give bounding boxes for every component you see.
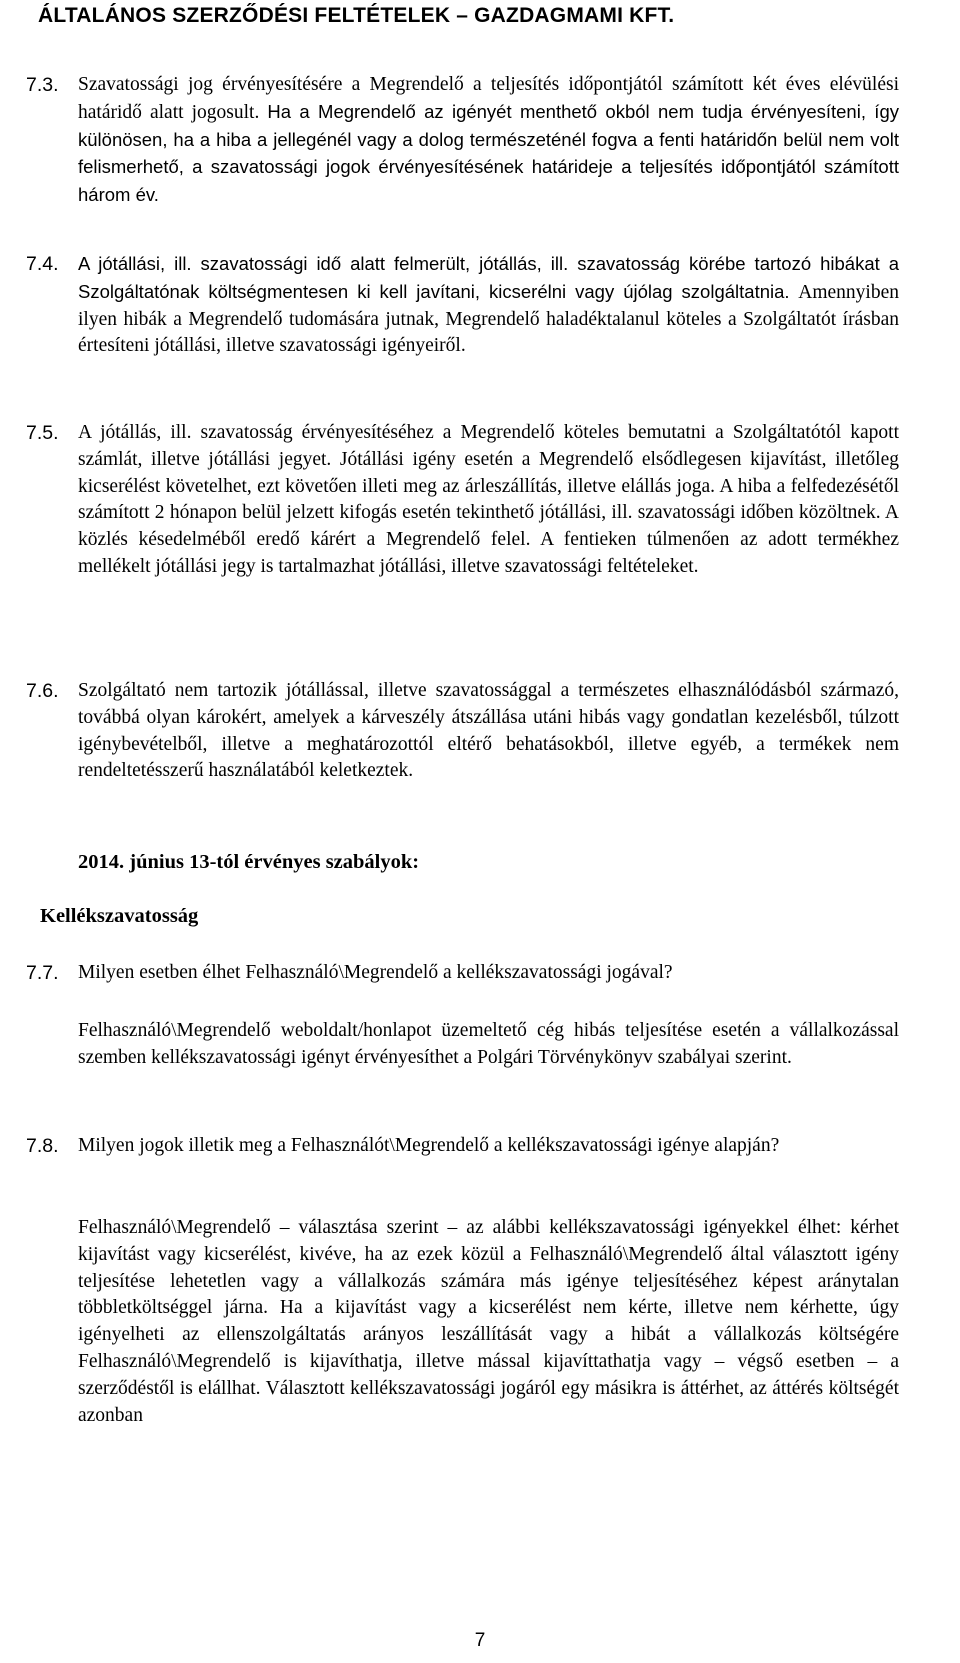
section-number: 7.8.	[26, 1135, 59, 1157]
section-answer: Felhasználó\Megrendelő – választása szerint – az alábbi kellékszavatossági igényekkel élhet: kérhet kijavítást vagy kicserélést, kivéve, ha az ezek közül a Felhasználó\Megrendelő által választott igény teljesítése lehetetlen vagy a vállalkozás számára más igénye teljesítéséhez képest aránytalan többletköltséggel járna. Ha a kijavítást vagy a kicserélést nem kérte, illetve nem kérhette, úgy igényelheti az ellenszolgáltatás arányos leszállítását vagy a hibát a vállalkozás költségére Felhasználó\Megrendelő is kijavíthatja, illetve mással kijavíttathatja vagy – végső esetben – a szerződéstől is elállhat. Választott kellékszavatossági jogáról egy másikra is áttérhet, az áttérés költségét azonban	[78, 1217, 899, 1426]
section-text: Szolgáltató nem tartozik jótállással, illetve szavatossággal a természetes elhasználódásból származó, továbbá olyan károkért, amelyek a kárveszély átszállása utáni hibás vagy gondatlan kezelésből, túlzott igénybevételből, illetve a meghatározottól eltérő behatásokból, illetve egyéb, a termékek nem rendeltetésszerű használatából keletkeztek.	[78, 680, 899, 782]
kellekszavatossag-heading: Kellékszavatosság	[40, 905, 199, 927]
section-number: 7.6.	[26, 680, 59, 702]
section-text: A jótállás, ill. szavatosság érvényesítéséhez a Megrendelő köteles bemutatni a Szolgáltatótól kapott számlát, illetve jótállási jegyet. Jótállási igény esetén a Megrendelő elsődlegesen kijavítást, illetőleg kicserélést követelhet, ezt követően illeti meg az árleszállítás, illetve elállás joga. A hiba a felfedezésétől számított 2 hónapon belül jelzett kifogás esetén tekinthető jótállási, ill. szavatossági időben közöltnek. A közlés késedelméből eredő kárért a Megrendelő felel. A fentieken túlmenően az adott termékhez mellékelt jótállási jegy is tartalmazhat jótállási, illetve szavatossági feltételeket.	[78, 422, 899, 577]
section-number: 7.4.	[26, 253, 59, 275]
section-text-part: Szavatossági jog érvényesítésére a Megrendelő a teljesítés időpontjától számított két éves elévülési határidő alatt jogosult.	[78, 74, 899, 123]
section-number: 7.5.	[26, 422, 59, 444]
section-question: Milyen jogok illetik meg a Felhasználót\Megrendelő a kellékszavatossági igénye alapján?	[78, 1135, 780, 1156]
section-answer: Felhasználó\Megrendelő weboldalt/honlapot üzemeltető cég hibás teljesítése esetén a vállalkozással szemben kellékszavatossági igényt érvényesíthet a Polgári Törvénykönyv szabályai szerint.	[78, 1020, 899, 1068]
section-text	[78, 251, 899, 360]
section-text-part: Amennyiben ilyen hibák a Megrendelő tudomására jutnak, Megrendelő haladéktalanul köteles a Szolgáltatót írásban értesíteni jótállási, illetve szavatossági igényeiről.	[78, 281, 900, 357]
section-text-part: A jótállási, ill. szavatossági idő alatt felmerült, jótállás, ill. szavatosság körébe tartozó hibákat a Szolgáltatónak költségmentesen ki kell javítani, kicserélni vagy újólag szolgáltatnia.	[78, 253, 899, 302]
section-number: 7.7.	[26, 962, 59, 984]
section-text-part: Ha a Megrendelő az igényét menthető okból nem tudja érvényesíteni, így különösen, ha a hiba a jellegénél vagy a dolog természeténél fogva a fenti határidőn belül nem volt felismerhető, a szavatossági jogok érvényesítésének határideje a teljesítés időpontjától számított három év.	[78, 100, 899, 206]
rules-heading: 2014. június 13-tól érvényes szabályok:	[78, 851, 420, 873]
document-header-title: ÁLTALÁNOS SZERZŐDÉSI FELTÉTELEK – GAZDAGMAMI KFT.	[38, 4, 675, 27]
section-question: Milyen esetben élhet Felhasználó\Megrendelő a kellékszavatossági jogával?	[78, 962, 673, 983]
page-number: 7	[474, 1630, 486, 1651]
section-text	[78, 72, 899, 210]
section-number: 7.3.	[26, 74, 59, 96]
